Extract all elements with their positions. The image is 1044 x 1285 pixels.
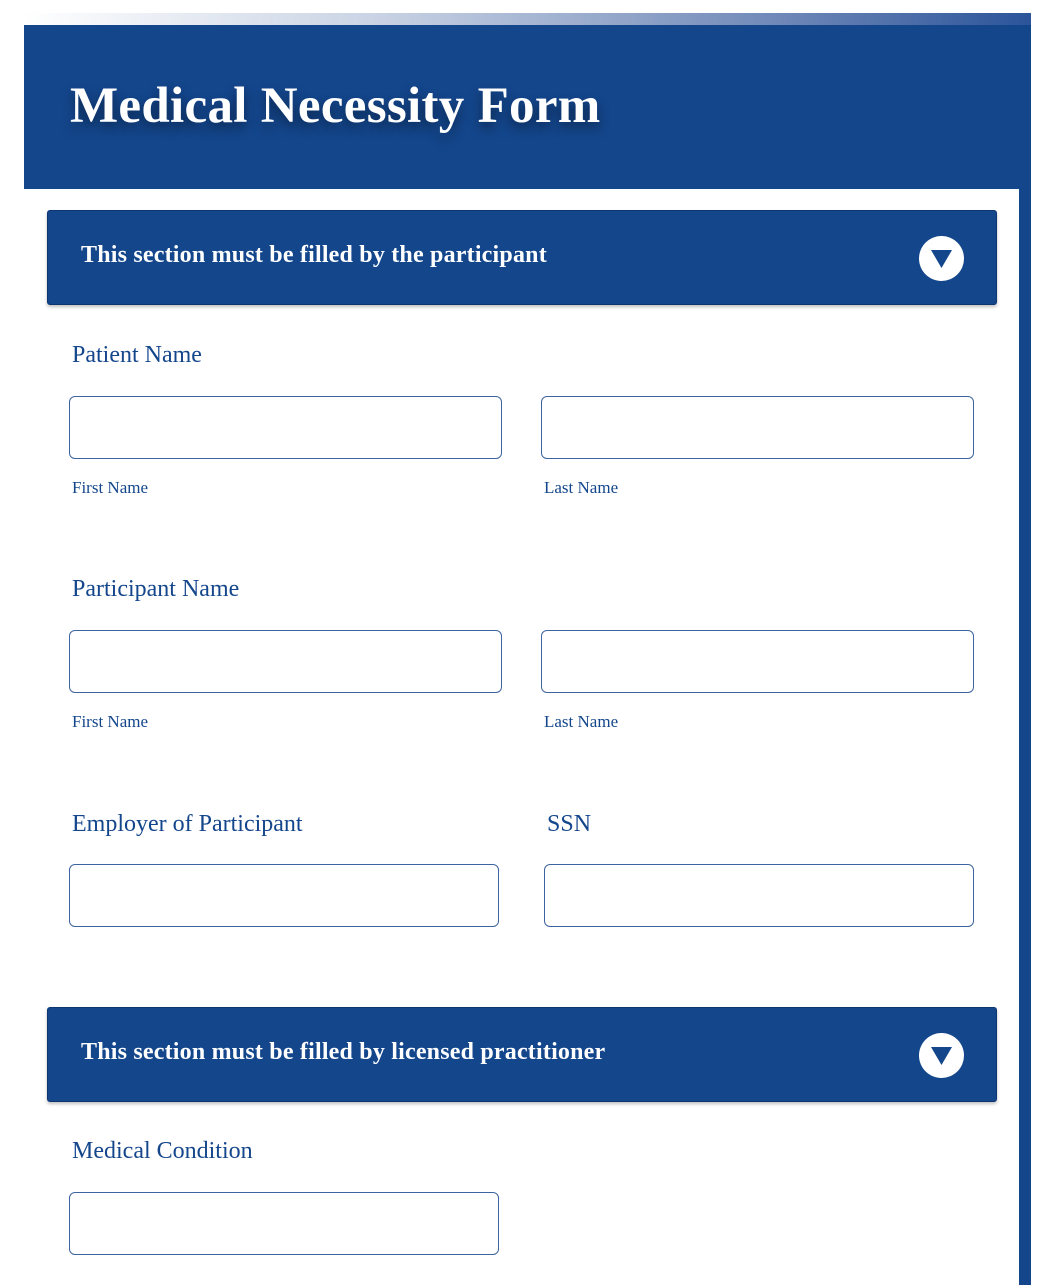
patient-last-name-sublabel: Last Name xyxy=(544,478,619,497)
form-header xyxy=(24,25,1031,189)
form-title: Medical Necessity Form xyxy=(70,78,601,134)
medical-condition-input[interactable] xyxy=(69,1192,499,1255)
participant-first-name-sublabel: First Name xyxy=(72,712,149,731)
medical-condition-label: Medical Condition xyxy=(72,1138,253,1164)
patient-first-name-input[interactable] xyxy=(69,396,502,459)
participant-first-name-input[interactable] xyxy=(69,630,502,693)
section-practitioner-toggle-button[interactable] xyxy=(919,1033,964,1078)
employer-input[interactable] xyxy=(69,864,499,927)
participant-last-name-input[interactable] xyxy=(541,630,974,693)
section-practitioner-header[interactable] xyxy=(47,1007,997,1102)
ssn-input[interactable] xyxy=(544,864,974,927)
ssn-label: SSN xyxy=(547,811,592,837)
right-border-bar xyxy=(1019,189,1031,1285)
section-participant-header[interactable] xyxy=(47,210,997,305)
chevron-down-icon xyxy=(931,250,952,268)
section-participant-toggle-button[interactable] xyxy=(919,236,964,281)
header-gradient-strip xyxy=(24,13,1031,25)
section-participant-title: This section must be filled by the participant xyxy=(81,242,547,268)
participant-name-label: Participant Name xyxy=(72,576,240,602)
patient-name-label: Patient Name xyxy=(72,342,202,368)
participant-last-name-sublabel: Last Name xyxy=(544,712,619,731)
section-practitioner-title: This section must be filled by licensed practitioner xyxy=(81,1039,606,1065)
employer-label: Employer of Participant xyxy=(72,811,303,837)
patient-last-name-input[interactable] xyxy=(541,396,974,459)
patient-first-name-sublabel: First Name xyxy=(72,478,149,497)
chevron-down-icon xyxy=(931,1047,952,1065)
